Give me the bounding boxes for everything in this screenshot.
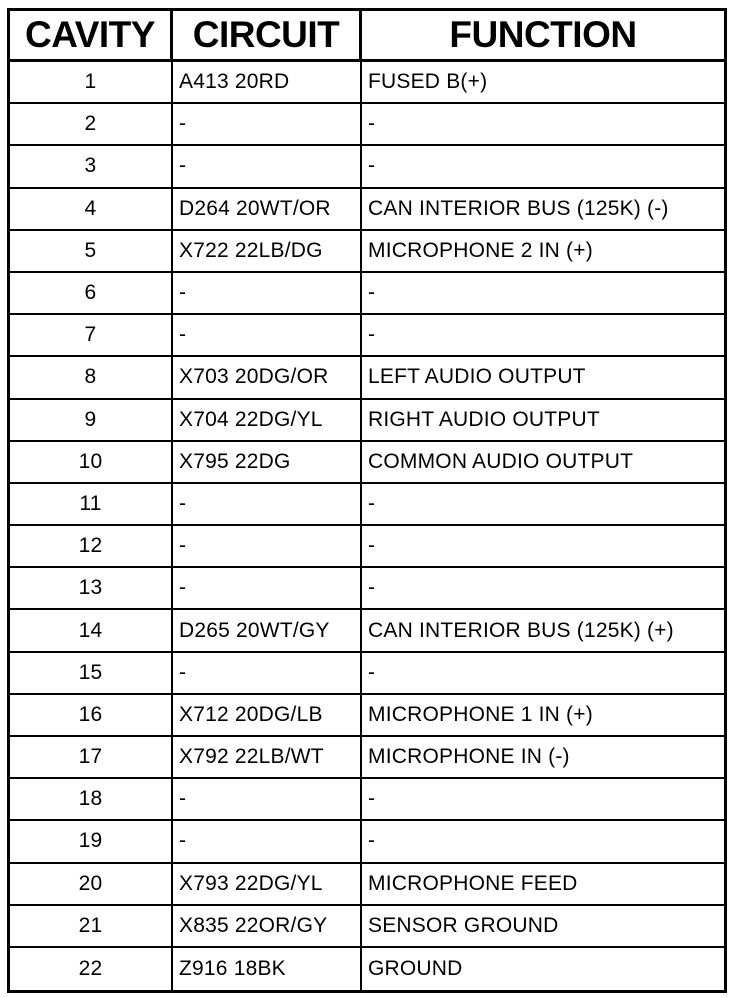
function-cell: -: [368, 323, 376, 347]
function-cell: MICROPHONE FEED: [368, 871, 578, 895]
circuit-cell: -: [173, 146, 362, 186]
circuit-cell: X793 22DG/YL: [173, 864, 362, 904]
table-row: [10, 568, 724, 610]
cavity-cell: 13: [10, 568, 173, 608]
header-cavity: CAVITY: [10, 11, 173, 59]
circuit-cell: -: [173, 821, 362, 861]
table-row: [10, 695, 724, 737]
function-cell: -: [368, 829, 376, 853]
table-row: [10, 906, 724, 948]
circuit-cell: X703 20DG/OR: [173, 357, 362, 397]
cavity-cell: 16: [10, 695, 173, 735]
circuit-cell: -: [173, 568, 362, 608]
header-circuit: CIRCUIT: [173, 11, 362, 59]
table-row: [10, 146, 724, 188]
table-row: [10, 315, 724, 357]
function-cell: MICROPHONE IN (-): [368, 745, 570, 769]
cavity-cell: 12: [10, 526, 173, 566]
function-cell: -: [368, 660, 376, 684]
cavity-cell: 15: [10, 653, 173, 693]
function-cell: -: [368, 534, 376, 558]
header-function: FUNCTION: [449, 14, 637, 55]
table-row: [10, 610, 724, 652]
table-row: [10, 357, 724, 399]
table-row: [10, 442, 724, 484]
cavity-cell: 9: [10, 400, 173, 440]
cavity-cell: 20: [10, 864, 173, 904]
circuit-cell: -: [173, 104, 362, 144]
table-row: [10, 653, 724, 695]
cavity-cell: 8: [10, 357, 173, 397]
circuit-cell: X712 20DG/LB: [173, 695, 362, 735]
circuit-cell: Z916 18BK: [173, 948, 362, 990]
cavity-cell: 18: [10, 779, 173, 819]
cavity-cell: 3: [10, 146, 173, 186]
circuit-cell: X722 22LB/DG: [173, 231, 362, 271]
function-cell: -: [368, 787, 376, 811]
table-body: [10, 62, 724, 990]
circuit-cell: -: [173, 779, 362, 819]
cavity-cell: 19: [10, 821, 173, 861]
function-cell: MICROPHONE 1 IN (+): [368, 702, 593, 726]
table-row: [10, 231, 724, 273]
table-header-row: [10, 11, 724, 62]
circuit-cell: -: [173, 526, 362, 566]
table-row: [10, 864, 724, 906]
circuit-cell: A413 20RD: [173, 62, 362, 102]
circuit-cell: D265 20WT/GY: [173, 610, 362, 650]
function-cell: -: [368, 154, 376, 178]
cavity-cell: 7: [10, 315, 173, 355]
function-cell: MICROPHONE 2 IN (+): [368, 238, 593, 262]
cavity-cell: 17: [10, 737, 173, 777]
table-row: [10, 948, 724, 990]
function-cell: CAN INTERIOR BUS (125K) (-): [368, 196, 669, 220]
cavity-cell: 21: [10, 906, 173, 946]
table-row: [10, 737, 724, 779]
table-row: [10, 62, 724, 104]
cavity-cell: 1: [10, 62, 173, 102]
table-row: [10, 400, 724, 442]
function-cell: SENSOR GROUND: [368, 913, 559, 937]
function-cell: -: [368, 112, 376, 136]
function-cell: FUSED B(+): [368, 70, 488, 94]
table-row: [10, 484, 724, 526]
function-cell: GROUND: [368, 957, 463, 981]
cavity-cell: 2: [10, 104, 173, 144]
cavity-cell: 14: [10, 610, 173, 650]
cavity-cell: 22: [10, 948, 173, 990]
function-cell: -: [368, 281, 376, 305]
cavity-cell: 6: [10, 273, 173, 313]
circuit-cell: X792 22LB/WT: [173, 737, 362, 777]
circuit-cell: X795 22DG: [173, 442, 362, 482]
function-cell: COMMON AUDIO OUTPUT: [368, 449, 634, 473]
circuit-cell: -: [173, 653, 362, 693]
circuit-cell: -: [173, 484, 362, 524]
cavity-cell: 4: [10, 189, 173, 229]
table-row: [10, 821, 724, 863]
function-cell: -: [368, 576, 376, 600]
circuit-cell: -: [173, 273, 362, 313]
function-cell: RIGHT AUDIO OUTPUT: [368, 407, 600, 431]
cavity-cell: 10: [10, 442, 173, 482]
table-row: [10, 526, 724, 568]
function-cell: LEFT AUDIO OUTPUT: [368, 365, 586, 389]
table-row: [10, 273, 724, 315]
table-row: [10, 104, 724, 146]
function-cell: CAN INTERIOR BUS (125K) (+): [368, 618, 674, 642]
circuit-cell: X835 22OR/GY: [173, 906, 362, 946]
connector-pinout-table: [7, 8, 727, 993]
circuit-cell: D264 20WT/OR: [173, 189, 362, 229]
cavity-cell: 5: [10, 231, 173, 271]
function-cell: -: [368, 491, 376, 515]
cavity-cell: 11: [10, 484, 173, 524]
circuit-cell: X704 22DG/YL: [173, 400, 362, 440]
table-row: [10, 779, 724, 821]
circuit-cell: -: [173, 315, 362, 355]
table-row: [10, 189, 724, 231]
